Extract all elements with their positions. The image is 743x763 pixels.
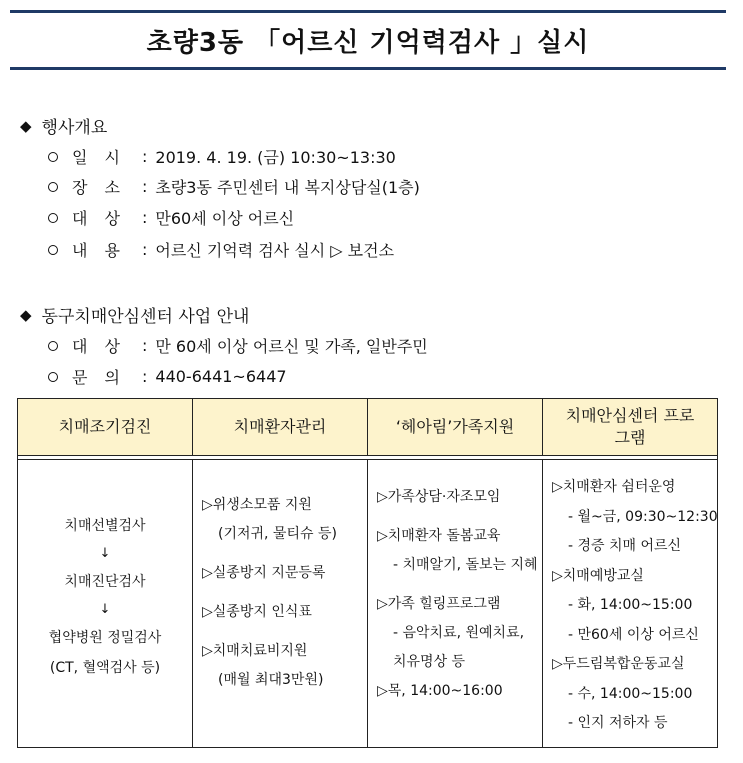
header-center-program-text: 치매안심센터 프로그램 [565,406,695,447]
list-item: - 화, 14:00~15:00 [568,597,693,613]
list-item: (기저귀, 물티슈 등) [218,526,337,542]
table-header-row [18,399,718,456]
event-item-date [48,145,396,168]
list-item: 치유명상 등 [393,654,466,670]
page-title: 초량3동 「어르신 기억력검사 」실시 [146,27,590,58]
item-colon: : [142,147,148,166]
item-colon: : [142,240,148,259]
circle-bullet-icon [48,182,58,192]
item-colon: : [142,367,148,386]
list-item: ▷치매환자 쉼터운영 [552,479,676,495]
list-item: 치매선별검사 [64,518,146,534]
circle-bullet-icon [48,341,58,351]
list-item: 치매진단검사 [64,574,146,590]
item-label: 일 시 [72,148,126,167]
diamond-bullet-icon: ◆ [20,305,32,324]
cell-center-program [543,460,718,748]
item-label: 문 의 [72,368,126,387]
list-item: ▷치매예방교실 [552,567,644,584]
item-value: 만60세 이상 어르신 [155,209,295,228]
circle-bullet-icon [48,245,58,255]
event-item-place [48,175,420,198]
header-center-program [543,399,718,456]
down-arrow-icon: ↓ [99,546,111,561]
center-item-target [48,334,428,357]
header-patient-care: 치매환자관리 [193,399,368,456]
list-item: ▷실종방지 지문등록 [202,565,326,581]
circle-bullet-icon [48,152,58,162]
down-arrow-icon: ↓ [99,602,111,617]
diamond-bullet-icon: ◆ [20,116,32,135]
list-item: (CT, 혈액검사 등) [49,660,161,676]
section-event-heading [20,113,107,138]
item-colon: : [142,336,148,355]
header-early-screening: 치매조기검진 [18,399,193,456]
item-value: 만 60세 이상 어르신 및 가족, 일반주민 [155,337,428,356]
list-item: ▷치매환자 돌봄교육 [377,528,501,544]
list-item: ▷목, 14:00~16:00 [377,683,503,699]
cell-early-screening [18,460,193,748]
item-label: 내 용 [72,241,126,260]
event-item-target [48,206,294,229]
section-center-title: 동구치매안심센터 사업 안내 [41,307,250,327]
list-item: - 경증 치매 어르신 [568,538,682,554]
cell-patient-care [193,460,368,748]
section-event-title: 행사개요 [41,118,108,138]
table-body-row [18,460,718,748]
item-label: 장 소 [72,178,126,197]
circle-bullet-icon [48,372,58,382]
item-value: 어르신 기억력 검사 실시 ▷ 보건소 [155,241,395,260]
list-item: - 만60세 이상 어르신 [568,626,699,643]
item-colon: : [142,208,148,227]
title-banner [10,10,726,70]
list-item: ▷위생소모품 지원 [202,497,312,513]
list-item: 협약병원 정밀검사 [48,630,162,646]
circle-bullet-icon [48,213,58,223]
event-item-content [48,238,394,261]
item-value: 2019. 4. 19. (금) 10:30~13:30 [155,148,396,167]
item-colon: : [142,177,148,196]
list-item: - 수, 14:00~15:00 [568,685,693,702]
item-value: 초량3동 주민센터 내 복지상담실(1층) [155,178,420,197]
list-item: - 치매알기, 돌보는 지혜 [393,557,538,573]
cell-family-support [368,460,543,748]
list-item: ▷치매치료비지원 [202,643,308,659]
list-item: - 인지 저하자 등 [568,715,668,731]
list-item: ▷가족 힐링프로그램 [377,596,501,612]
section-center-heading [20,302,249,327]
header-family-support: ‘헤아림’가족지원 [368,399,543,456]
center-item-contact [48,365,287,388]
list-item: ▷실종방지 인식표 [202,604,312,620]
program-table [17,398,718,748]
list-item: - 음악치료, 원예치료, [393,625,525,641]
list-item: ▷두드림복합운동교실 [552,656,685,672]
list-item: - 월~금, 09:30~12:30 [568,508,718,525]
list-item: ▷가족상담·자조모임 [377,489,501,505]
item-value: 440-6441~6447 [155,367,287,386]
item-label: 대 상 [72,209,126,228]
item-label: 대 상 [72,337,126,356]
list-item: (매월 최대3만원) [218,672,324,688]
